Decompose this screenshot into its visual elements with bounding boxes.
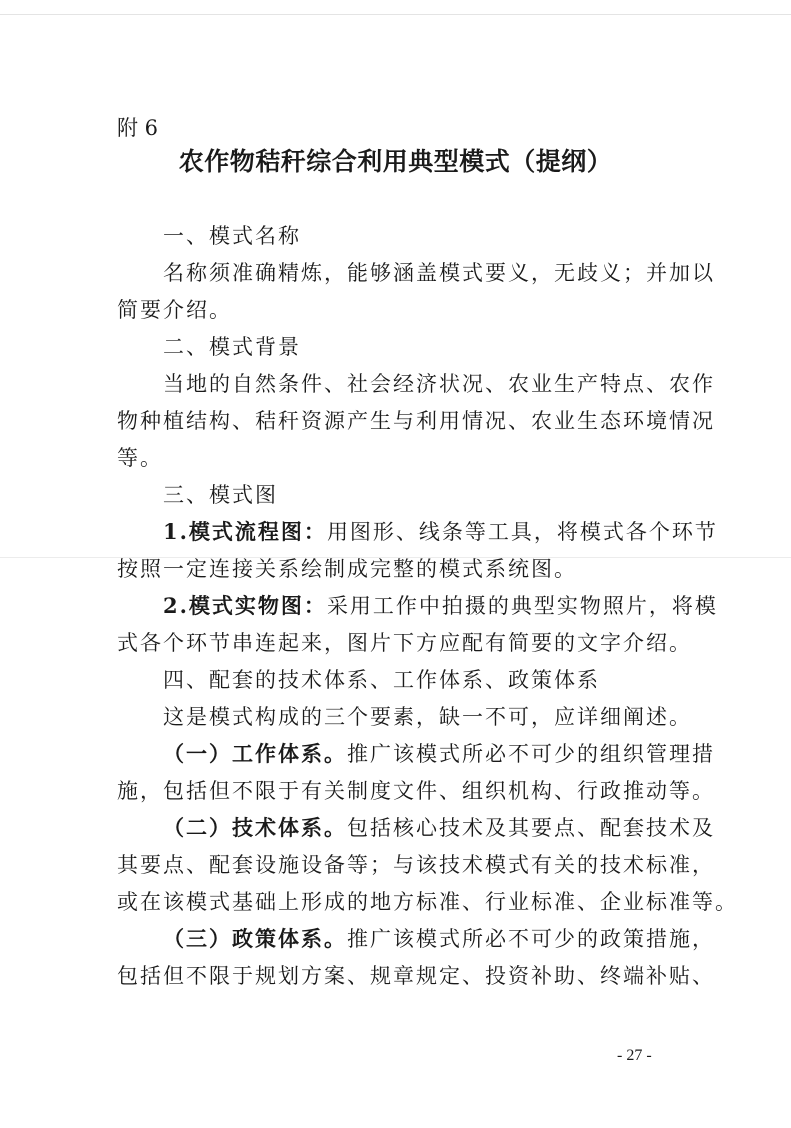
section-heading-4: 四、配套的技术体系、工作体系、政策体系 bbox=[163, 668, 600, 692]
scan-edge-line-top bbox=[0, 14, 791, 15]
subsection-label: 2.模式实物图： bbox=[163, 593, 327, 618]
subsection-label: （一）工作体系。 bbox=[163, 741, 347, 766]
subsection-label: 1.模式流程图： bbox=[163, 519, 327, 544]
paragraph-line: 按照一定连接关系绘制成完整的模式系统图。 bbox=[117, 557, 577, 581]
paragraph-line: 其要点、配套设施设备等；与该技术模式有关的技术标准， bbox=[117, 853, 715, 877]
paragraph-line: 这是模式构成的三个要素，缺一不可，应详细阐述。 bbox=[163, 705, 692, 729]
section-heading-1: 一、模式名称 bbox=[163, 224, 301, 248]
paragraph-line bbox=[163, 813, 715, 843]
paragraph-line: 名称须准确精炼，能够涵盖模式要义，无歧义；并加以 bbox=[163, 261, 715, 285]
attachment-label: 附 6 bbox=[117, 116, 159, 140]
paragraph-line: 施，包括但不限于有关制度文件、组织机构、行政推动等。 bbox=[117, 779, 715, 803]
paragraph-line: 物种植结构、秸秆资源产生与利用情况、农业生态环境情况 bbox=[117, 409, 715, 433]
paragraph-text: 采用工作中拍摄的典型实物照片，将模 bbox=[326, 594, 718, 618]
paragraph-line bbox=[163, 591, 718, 621]
document-title: 农作物秸秆综合利用典型模式（提纲） bbox=[178, 147, 613, 176]
paragraph-text: 包括核心技术及其要点、配套技术及 bbox=[347, 816, 715, 840]
paragraph-line bbox=[163, 739, 715, 769]
subsection-label: （三）政策体系。 bbox=[163, 926, 347, 951]
paragraph-line bbox=[163, 517, 718, 547]
paragraph-line: 包括但不限于规划方案、规章规定、投资补助、终端补贴、 bbox=[117, 964, 715, 988]
paragraph-line: 等。 bbox=[117, 446, 163, 470]
section-heading-3: 三、模式图 bbox=[163, 483, 278, 507]
paragraph-text: 用图形、线条等工具，将模式各个环节 bbox=[326, 520, 718, 544]
paragraph-text: 推广该模式所必不可少的政策措施， bbox=[347, 927, 715, 951]
section-heading-2: 二、模式背景 bbox=[163, 335, 301, 359]
paragraph-text: 推广该模式所必不可少的组织管理措 bbox=[347, 742, 715, 766]
subsection-label: （二）技术体系。 bbox=[163, 815, 347, 840]
paragraph-line: 式各个环节串连起来，图片下方应配有简要的文字介绍。 bbox=[117, 631, 692, 655]
paragraph-line bbox=[163, 924, 715, 954]
paragraph-line: 当地的自然条件、社会经济状况、农业生产特点、农作 bbox=[163, 372, 715, 396]
page-number: - 27 - bbox=[617, 1047, 652, 1064]
paragraph-line: 简要介绍。 bbox=[117, 298, 232, 322]
paragraph-line: 或在该模式基础上形成的地方标准、行业标准、企业标准等。 bbox=[117, 890, 738, 914]
